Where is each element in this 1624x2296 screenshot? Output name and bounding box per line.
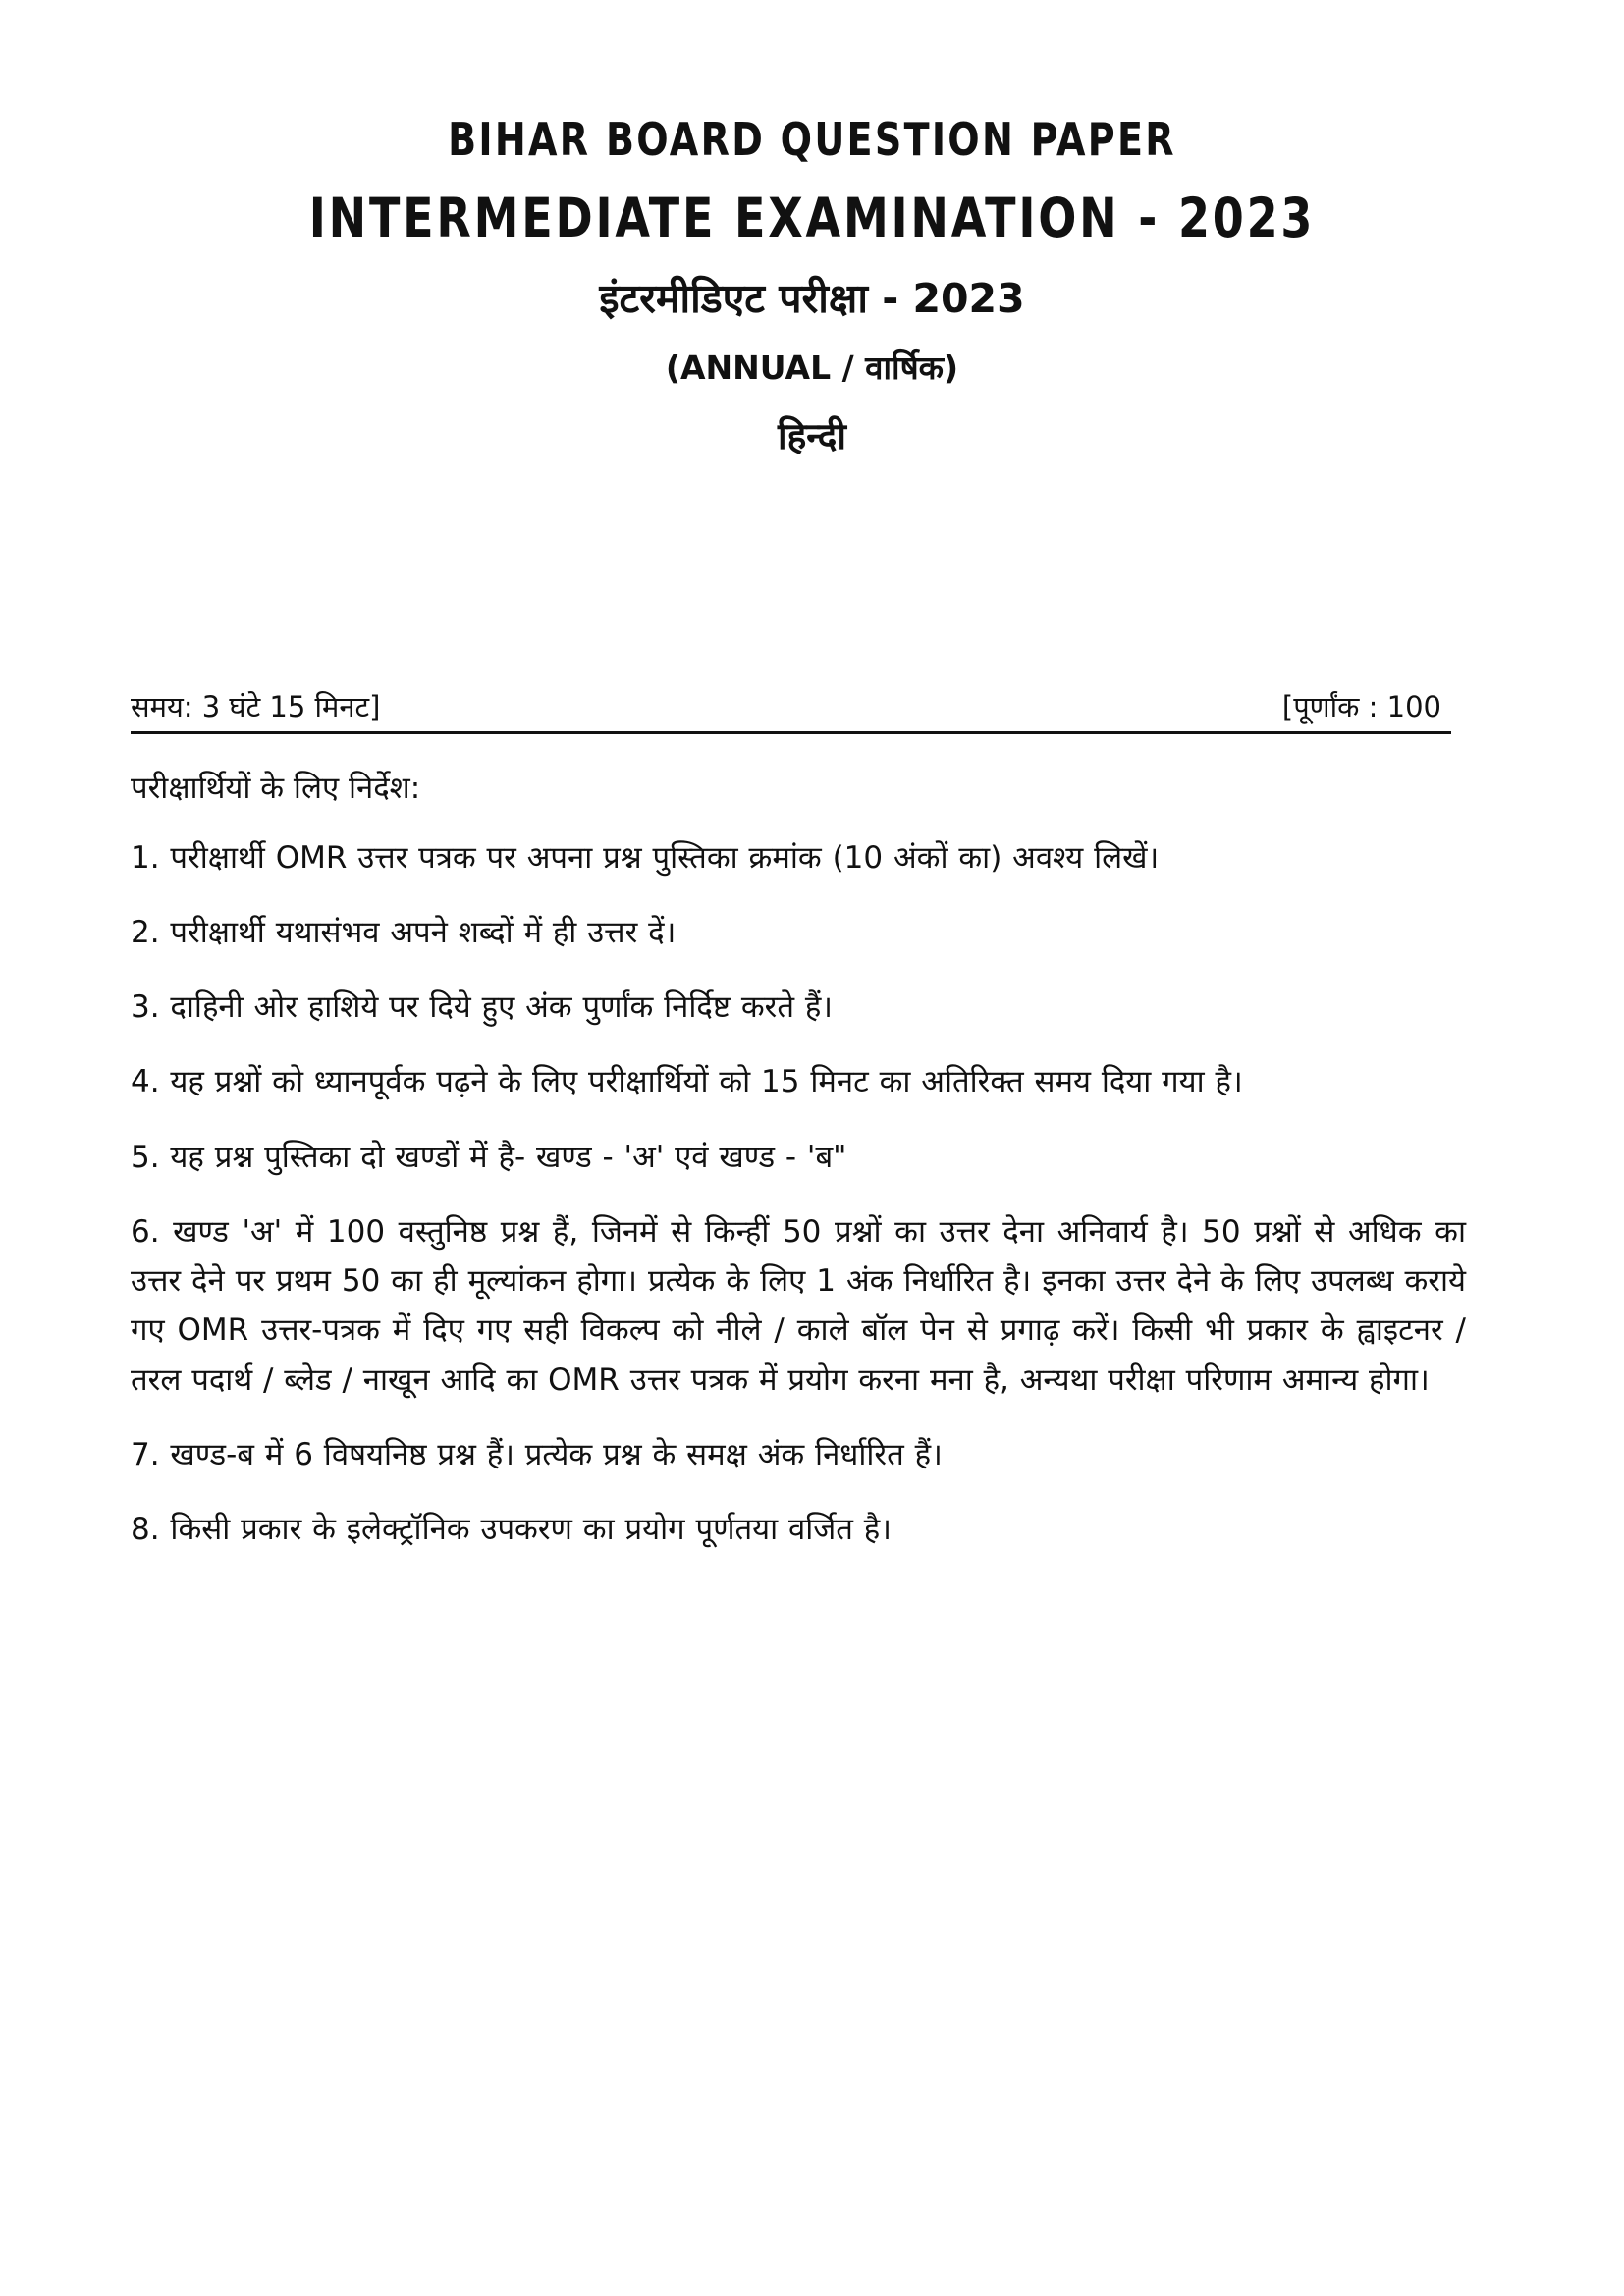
instruction-item: 8. किसी प्रकार के इलेक्ट्रॉनिक उपकरण का प्रयोग पूर्णतया वर्जित है। [131,1511,893,1547]
subject-name: हिन्दी [778,415,846,458]
full-marks: [पूर्णांक : 100 [1281,690,1441,723]
exam-title-hindi: इंटरमीडिएट परीक्षा - 2023 [599,275,1025,323]
instruction-item: 6. खण्ड 'अ' में 100 वस्तुनिष्ठ प्रश्न हैं, जिनमें से किन्हीं 50 प्रश्नों का उत्तर देना अनिवार्य है। 50 प्रश्नों से अधिक का उत्तर देने पर प्रथम 50 का ही मूल्यांकन होगा। प्रत्येक के लिए 1 अंक निर्धारित है। इनका उत्तर देने के लिए उपलब्ध कराये गए OMR उत्तर-पत्रक में दिए गए सही विकल्प को नीले / काले बॉल पेन से प्रगाढ़ करें। किसी भी प्रकार के ह्वाइटनर / तरल पदार्थ / ब्लेड / नाखून आदि का OMR उत्तर पत्रक में प्रयोग करना मना है, अन्यथा परीक्षा परिणाम अमान्य होगा। [131,1213,1466,1398]
instruction-item: 1. परीक्षार्थी OMR उत्तर पत्रक पर अपना प्रश्न पुस्तिका क्रमांक (10 अंकों का) अवश्य लिखें। [131,839,1160,876]
exam-meta-row [131,687,1451,734]
instruction-item: 3. दाहिनी ओर हाशिये पर दिये हुए अंक पुर्णांक निर्दिष्ट करते हैं। [131,989,834,1026]
instruction-item: 7. खण्ड-ब में 6 विषयनिष्ठ प्रश्न हैं। प्रत्येक प्रश्न के समक्ष अंक निर्धारित हैं। [131,1436,943,1472]
instruction-item: 4. यह प्रश्नों को ध्यानपूर्वक पढ़ने के लिए परीक्षार्थियों को 15 मिनट का अतिरिक्त समय दिया गया है। [131,1064,1243,1100]
instruction-item: 2. परीक्षार्थी यथासंभव अपने शब्दों में ही उत्तर दें। [131,914,677,950]
instructions-list [131,833,1516,1554]
exam-type-label: (ANNUAL / वार्षिक) [665,348,959,388]
document-header [0,0,1624,457]
exam-title-english: INTERMEDIATE EXAMINATION - 2023 [308,187,1316,250]
document-body [131,687,1516,1554]
board-title: BIHAR BOARD QUESTION PAPER [448,113,1176,166]
instruction-item: 5. यह प्रश्न पुस्तिका दो खण्डों में है- खण्ड - 'अ' एवं खण्ड - 'ब" [131,1139,847,1175]
instructions-heading: परीक्षार्थियों के लिए निर्देश: [131,771,421,806]
time-allowed: समय: 3 घंटे 15 मिनट] [131,690,381,723]
